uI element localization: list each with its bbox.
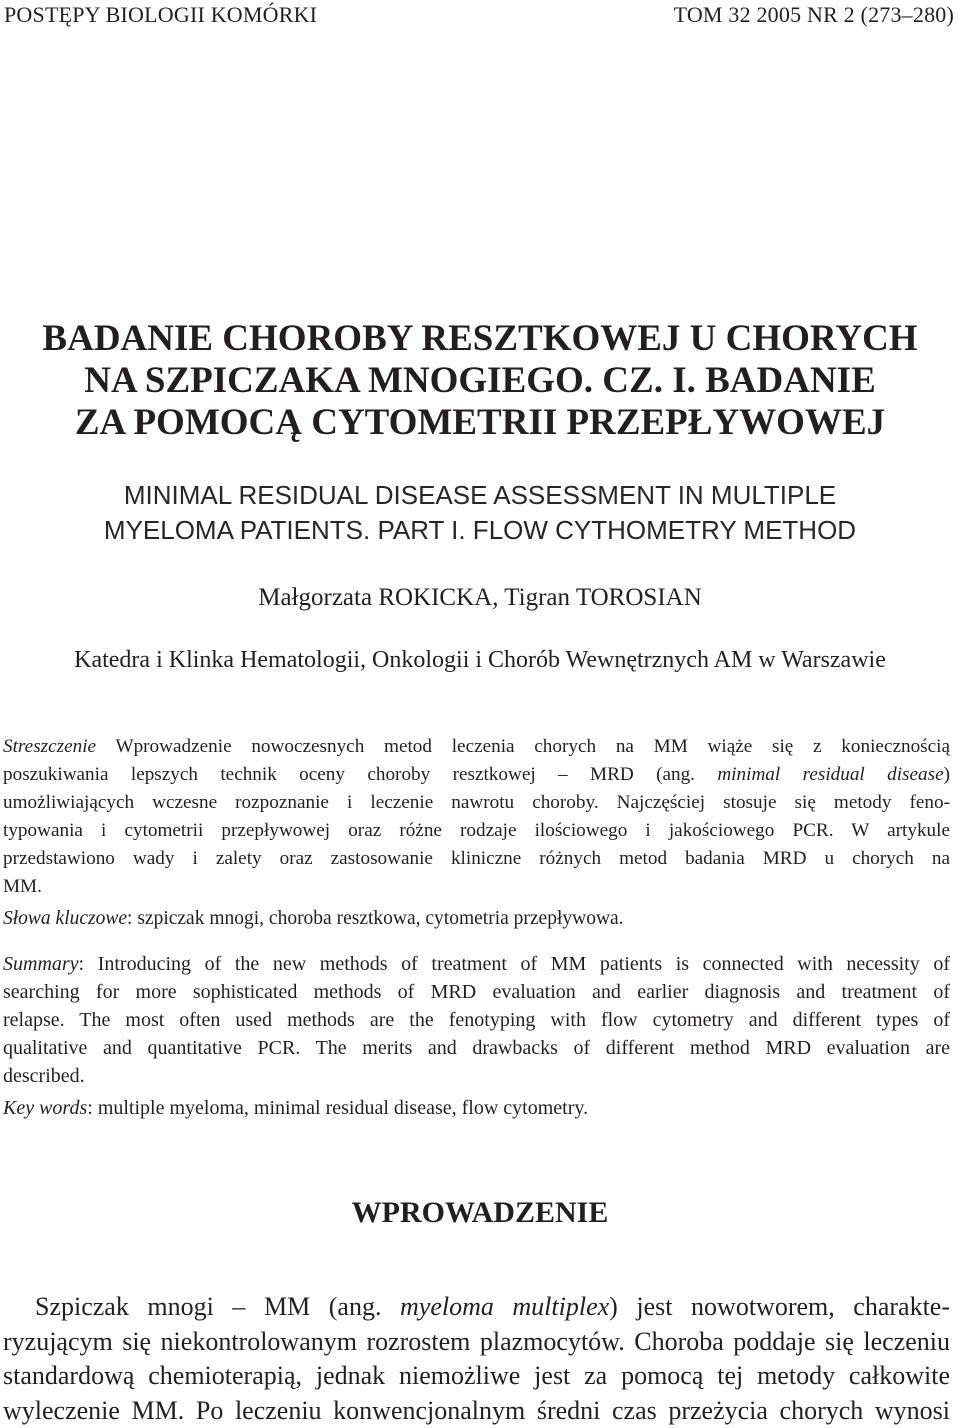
summary-line: searching for more sophisticated methods of MRD evaluation and earlier diagnosis and treatment of: [3, 978, 950, 1006]
section-heading: WPROWADZENIE: [0, 1196, 960, 1230]
keywords-label: Słowa kluczowe: [3, 908, 127, 929]
keywords-english: [3, 1097, 588, 1120]
title-line: ZA POMOCĄ CYTOMETRII PRZEPŁYWOWEJ: [0, 402, 960, 444]
abstract-line: przedstawiono wady i zalety oraz zastosowanie kliniczne różnych metod badania MRD u chorych na: [3, 845, 950, 873]
abstract-line: Streszczenie Wprowadzenie nowoczesnych metod leczenia chorych na MM wiąże się z koniecznością: [3, 733, 950, 761]
summary-line: relapse. The most often used methods are the fenotyping with flow cytometry and different types of: [3, 1006, 950, 1034]
abstract-label: Streszczenie: [3, 736, 96, 757]
abstract-line: typowania i cytometrii przepływowej oraz różne rodzaje ilościowego i jakościowego PCR. W artykule: [3, 817, 950, 845]
abstract-line: MM.: [3, 873, 950, 901]
keywords-text: : szpiczak mnogi, choroba resztkowa, cytometria przepływowa.: [127, 908, 624, 929]
abstract-line: umożliwiających wczesne rozpoznanie i leczenie nawrotu choroby. Najczęściej stosuje się metody feno-: [3, 789, 950, 817]
summary-line: qualitative and quantitative PCR. The merits and drawbacks of different method MRD evaluation are: [3, 1034, 950, 1062]
body-line: standardową chemioterapią, jednak niemożliwe jest za pomocą tej metody całkowite: [3, 1359, 950, 1394]
issue-info: TOM 32 2005 NR 2 (273–280): [674, 2, 954, 28]
summary-label: Summary: [3, 953, 79, 975]
body-paragraph: [3, 1290, 950, 1428]
body-line: ryzującym się niekontrolowanym rozrostem plazmocytów. Choroba poddaje się leczeniu: [3, 1325, 950, 1360]
abstract-polish: [3, 733, 950, 901]
title-line: BADANIE CHOROBY RESZTKOWEJ U CHORYCH: [0, 318, 960, 360]
english-title: [0, 478, 960, 548]
title-line: NA SZPICZAKA MNOGIEGO. CZ. I. BADANIE: [0, 360, 960, 402]
summary-line: described.: [3, 1062, 950, 1090]
body-line: Szpiczak mnogi – MM (ang. myeloma multiplex) jest nowotworem, charakte-: [3, 1290, 950, 1325]
body-line: wyleczenie MM. Po leczeniu konwencjonalnym średni czas przeżycia chorych wynosi: [3, 1394, 950, 1428]
authors: Małgorzata ROKICKA, Tigran TOROSIAN: [0, 584, 960, 612]
journal-name: POSTĘPY BIOLOGII KOMÓRKI: [4, 2, 317, 28]
article-title: [0, 318, 960, 444]
summary-english: [3, 950, 950, 1090]
keywords-label: Key words: [3, 1097, 87, 1119]
english-title-line: MINIMAL RESIDUAL DISEASE ASSESSMENT IN MULTIPLE: [0, 478, 960, 513]
keywords-text: : multiple myeloma, minimal residual disease, flow cytometry.: [87, 1097, 588, 1119]
english-title-line: MYELOMA PATIENTS. PART I. FLOW CYTHOMETRY METHOD: [0, 513, 960, 548]
affiliation: Katedra i Klinka Hematologii, Onkologii i Chorób Wewnętrznych AM w Warszawie: [0, 647, 960, 674]
abstract-line: poszukiwania lepszych technik oceny choroby resztkowej – MRD (ang. minimal residual disease): [3, 761, 950, 789]
keywords-polish: [3, 908, 624, 930]
summary-line: Summary: Introducing of the new methods of treatment of MM patients is connected with necessity of: [3, 950, 950, 978]
